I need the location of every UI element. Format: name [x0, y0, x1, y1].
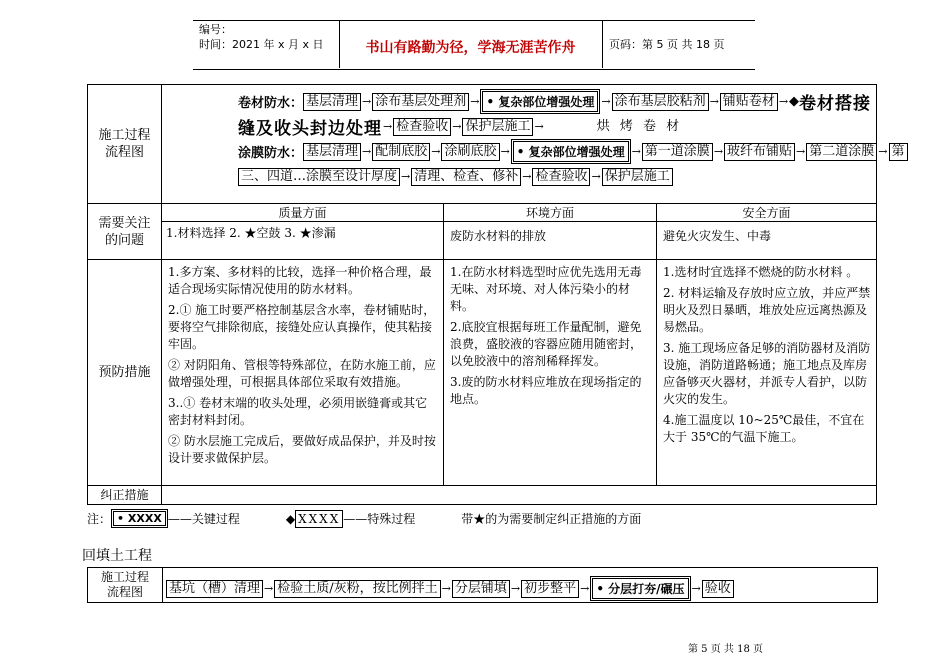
notes-line — [87, 509, 641, 528]
juancai-line-2 — [162, 114, 876, 139]
arrow-icon: → — [878, 145, 888, 158]
backfill-process-label: 施工过程流程图 — [88, 568, 163, 602]
flow-step: 检查验收 — [393, 118, 451, 136]
measure-item: ② 对阴阳角、管根等特殊部位，在防水施工前，应做增强处理，可根据具体部位采取有效措施。 — [168, 358, 436, 389]
measure-item: 1.选材时宜选择不燃烧的防水材料 。 — [663, 265, 859, 279]
special-box: XXXX — [295, 510, 343, 528]
arrow-icon: → — [452, 120, 462, 133]
attention-label: 需要关注的问题 — [88, 204, 162, 260]
key-text: ——关键过程 — [167, 512, 240, 526]
tumo-line-2 — [162, 164, 876, 189]
prevent-label: 预防措施 — [88, 260, 162, 486]
quality-issues: 1.材料选择 2. ★空鼓 3. ★渗漏 — [162, 221, 443, 244]
key-step: • 复杂部位增强处理 — [511, 139, 631, 164]
juancai-prefix: 卷材防水： — [238, 96, 304, 111]
flow-step: 基层清理 — [303, 93, 361, 111]
diamond-icon: ◆ — [789, 94, 800, 109]
arrow-icon: → — [510, 582, 521, 595]
safety-issues-cell — [657, 204, 877, 260]
flow-step: 配制底胶 — [372, 143, 430, 161]
flow-step: 基坑（槽）清理 — [166, 580, 263, 598]
arrow-icon: → — [713, 145, 724, 158]
backfill-table — [87, 567, 878, 603]
quality-measures — [162, 260, 444, 486]
arrow-icon: → — [362, 95, 372, 108]
arrow-icon: → — [778, 95, 789, 108]
backfill-flow — [166, 576, 734, 601]
arrow-icon: → — [383, 120, 393, 133]
special-text: ——特殊过程 — [343, 512, 416, 526]
arrow-icon: → — [580, 582, 590, 595]
correct-cell — [162, 486, 877, 505]
serial-label: 编号： — [199, 23, 232, 36]
flow-step: 涂布基层处理剂 — [372, 93, 469, 111]
arrow-icon: → — [601, 95, 611, 108]
col-env: 环境方面 — [525, 206, 574, 220]
arrow-icon: → — [631, 145, 641, 158]
measure-item: 1.多方案、多材料的比较，选择一种价格合理，最适合现场实际情况使用的防水材料。 — [168, 265, 432, 296]
col-safety: 安全方面 — [742, 206, 791, 220]
special-step: 卷材搭接 — [799, 94, 872, 114]
tumo-prefix: 涂膜防水： — [238, 146, 304, 161]
motto: 书山有路勤为径，学海无涯苦作舟 — [365, 40, 576, 56]
flow-step: 基层清理 — [303, 143, 361, 161]
arrow-icon: → — [264, 582, 274, 595]
quality-issues-cell — [162, 204, 444, 260]
arrow-icon: → — [362, 145, 372, 158]
flow-step: 初步整平 — [521, 580, 579, 598]
arrow-icon: → — [534, 120, 544, 133]
section2-title: 回填土工程 — [82, 548, 152, 564]
arrow-icon: → — [441, 582, 451, 595]
key-step: • 分层打夯/碾压 — [590, 576, 690, 601]
key-step: • 复杂部位增强处理 — [480, 89, 600, 114]
juancai-line-1 — [162, 89, 876, 114]
waterproof-table — [87, 84, 905, 505]
correct-label: 纠正措施 — [88, 486, 162, 505]
bake-step: 烘 烤 卷 材 — [596, 118, 683, 134]
flow-step: 涂布基层胶粘剂 — [612, 93, 709, 111]
arrow-icon: → — [691, 582, 701, 595]
process-label: 施工过程流程图 — [88, 85, 162, 204]
footer-page: 第 5 页 共 18 页 — [688, 644, 763, 655]
flow-step: 涂刷底胶 — [441, 143, 499, 161]
flow-step: 分层铺填 — [452, 580, 510, 598]
flow-step: 第一道涂膜 — [642, 143, 713, 161]
tumo-line-1 — [162, 139, 905, 164]
env-issues-cell — [444, 204, 657, 260]
measure-item: ② 防水层施工完成后，要做好成品保护，并及时按设计要求做保护层。 — [168, 434, 436, 465]
measure-item: 3..① 卷材末端的收头处理，必须用嵌缝膏或其它密封材料封闭。 — [168, 396, 428, 427]
measure-item: 2.底胶宜根据每班工作量配制，避免浪费，盛胶液的容器应随用随密封，以免胶液中的溶剂稀释挥发。 — [450, 320, 643, 368]
arrow-icon: → — [796, 145, 806, 158]
safety-issues: 避免火灾发生、中毒 — [657, 221, 876, 249]
env-measures — [444, 260, 657, 486]
flow-step: 保护层施工 — [462, 118, 533, 136]
measure-item: 1.在防水材料选型时应优先选用无毒无味、对环境、对人体污染小的材料。 — [450, 265, 642, 313]
flow-step: 清理、检查、修补 — [411, 168, 521, 186]
flow-step: 玻纤布铺贴 — [724, 143, 795, 161]
arrow-icon: → — [591, 170, 601, 183]
measure-item: 2. 材料运输及存放时应立放，并应严禁明火及烈日暴晒，堆放处应远离热源及易燃品。 — [663, 286, 871, 334]
flow-step: 保护层施工 — [602, 168, 673, 186]
arrow-icon: → — [522, 170, 532, 183]
safety-measures — [657, 260, 877, 486]
flow-step: 第二道涂膜 — [806, 143, 877, 161]
header-motto-cell — [339, 20, 603, 68]
measure-item: 2.① 施工时要严格控制基层含水率，卷材铺贴时，要将空气排除彻底，接缝处应认真操作，使其粘接牢固。 — [168, 303, 436, 351]
arrow-icon: → — [431, 145, 441, 158]
flow-step: 三、四道…涂膜至设计厚度 — [238, 168, 400, 186]
arrow-icon: → — [470, 95, 480, 108]
arrow-icon: → — [500, 145, 510, 158]
env-issues: 废防水材料的排放 — [444, 221, 656, 249]
flow-step: 检验土质/灰粉，按比例拌土 — [274, 580, 440, 598]
flow-step: 第 — [889, 143, 908, 161]
notes-prefix: 注： — [87, 512, 112, 526]
flow-step: 检查验收 — [532, 168, 590, 186]
diamond-icon: ◆ — [285, 511, 296, 526]
page-label: 页码：第 5 页 共 18 页 — [609, 38, 725, 51]
key-box: • XXXX — [111, 509, 168, 528]
measure-item: 4.施工温度以 10~25℃最佳，不宜在大于 35℃的气温下施工。 — [663, 413, 865, 444]
flow-step: 铺贴卷材 — [720, 93, 778, 111]
process-flow-cell — [162, 85, 905, 204]
arrow-icon: → — [401, 170, 411, 183]
time-label: 时间：2021 年 x 月 x 日 — [199, 38, 324, 51]
measure-item: 3. 施工现场应备足够的消防器材及消防设施，消防道路畅通；施工地点及库房应备够灭火器材，并派专人看护，以防火灾的发生。 — [663, 341, 871, 406]
col-quality: 质量方面 — [278, 206, 327, 220]
star-text: 带★的为需要制定纠正措施的方面 — [461, 512, 642, 526]
arrow-icon: → — [709, 95, 719, 108]
flow-step: 验收 — [702, 580, 734, 598]
header-left-cell — [193, 20, 340, 68]
measure-item: 3.废的防水材料应堆放在现场指定的地点。 — [450, 375, 642, 406]
special-step: 缝及收头封边处理 — [238, 119, 382, 139]
